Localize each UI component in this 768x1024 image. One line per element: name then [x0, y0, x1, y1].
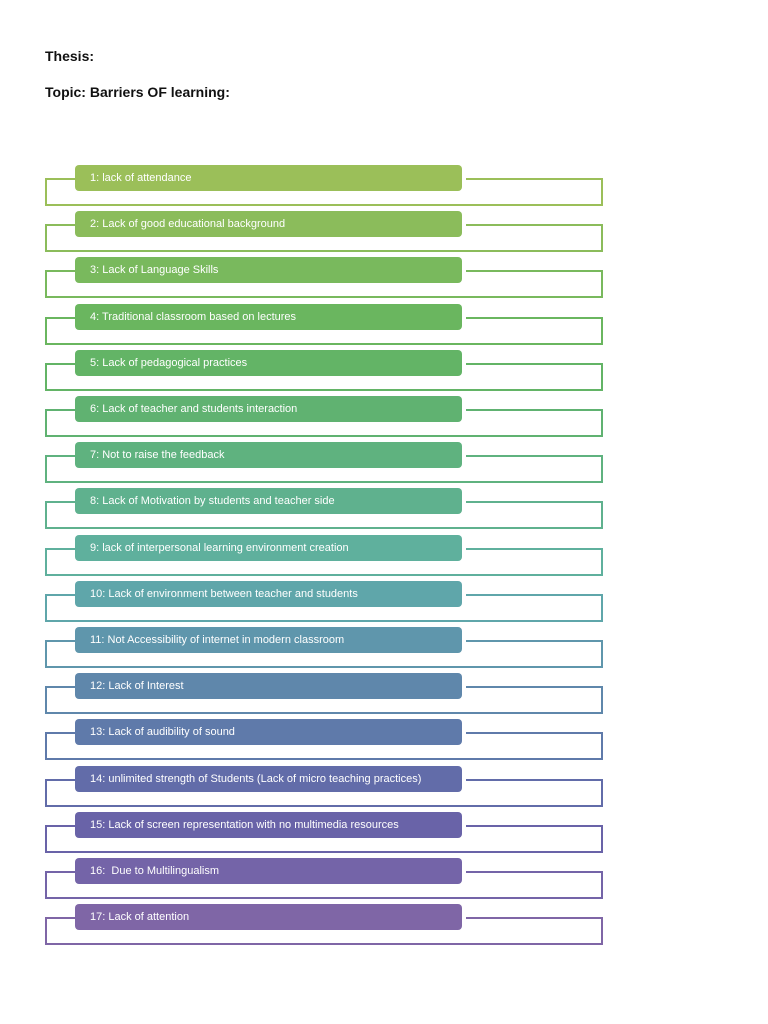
bracket-left-cap	[45, 501, 75, 503]
bracket-left-cap	[45, 409, 75, 411]
barrier-item	[0, 165, 768, 211]
bracket-left-cap	[45, 686, 75, 688]
barrier-item	[0, 673, 768, 719]
bracket-left-edge	[45, 779, 47, 807]
bracket-right-edge	[601, 548, 603, 576]
bracket-right-cap	[466, 548, 603, 550]
bracket-left-edge	[45, 363, 47, 391]
bracket-bottom-edge	[45, 758, 603, 760]
bracket-right-cap	[466, 224, 603, 226]
bracket-right-cap	[466, 686, 603, 688]
barrier-label: 3: Lack of Language Skills	[75, 257, 462, 283]
barrier-label: 14: unlimited strength of Students (Lack of micro teaching practices)	[75, 766, 462, 792]
barrier-item	[0, 211, 768, 257]
bracket-right-cap	[466, 317, 603, 319]
barrier-item	[0, 257, 768, 303]
bracket-right-edge	[601, 871, 603, 899]
bracket-left-cap	[45, 779, 75, 781]
barrier-label: 10: Lack of environment between teacher and students	[75, 581, 462, 607]
barrier-item	[0, 719, 768, 765]
barrier-label: 9: lack of interpersonal learning environment creation	[75, 535, 462, 561]
barrier-label: 12: Lack of Interest	[75, 673, 462, 699]
barrier-label: 7: Not to raise the feedback	[75, 442, 462, 468]
bracket-right-cap	[466, 732, 603, 734]
barrier-item	[0, 396, 768, 442]
bracket-bottom-edge	[45, 527, 603, 529]
bracket-right-cap	[466, 779, 603, 781]
bracket-right-cap	[466, 455, 603, 457]
bracket-left-edge	[45, 825, 47, 853]
barrier-label: 5: Lack of pedagogical practices	[75, 350, 462, 376]
bracket-bottom-edge	[45, 574, 603, 576]
barrier-label: 13: Lack of audibility of sound	[75, 719, 462, 745]
bracket-right-edge	[601, 363, 603, 391]
barrier-label: 11: Not Accessibility of internet in modern classroom	[75, 627, 462, 653]
bracket-left-cap	[45, 871, 75, 873]
bracket-left-cap	[45, 732, 75, 734]
bracket-right-edge	[601, 640, 603, 668]
bracket-right-cap	[466, 178, 603, 180]
bracket-left-cap	[45, 548, 75, 550]
barrier-label: 16: Due to Multilingualism	[75, 858, 462, 884]
barrier-item	[0, 858, 768, 904]
bracket-left-cap	[45, 825, 75, 827]
bracket-left-cap	[45, 270, 75, 272]
barrier-item	[0, 442, 768, 488]
bracket-left-cap	[45, 178, 75, 180]
bracket-right-edge	[601, 917, 603, 945]
barrier-item	[0, 766, 768, 812]
bracket-left-edge	[45, 548, 47, 576]
bracket-right-cap	[466, 501, 603, 503]
barrier-label: 17: Lack of attention	[75, 904, 462, 930]
bracket-right-cap	[466, 594, 603, 596]
bracket-bottom-edge	[45, 712, 603, 714]
bracket-left-edge	[45, 501, 47, 529]
bracket-bottom-edge	[45, 481, 603, 483]
bracket-bottom-edge	[45, 897, 603, 899]
topic-heading: Topic: Barriers OF learning:	[45, 84, 230, 100]
bracket-left-cap	[45, 594, 75, 596]
barrier-item	[0, 488, 768, 534]
bracket-bottom-edge	[45, 851, 603, 853]
bracket-right-edge	[601, 501, 603, 529]
bracket-left-edge	[45, 871, 47, 899]
barrier-label: 15: Lack of screen representation with no multimedia resources	[75, 812, 462, 838]
bracket-left-cap	[45, 455, 75, 457]
bracket-bottom-edge	[45, 343, 603, 345]
bracket-left-edge	[45, 594, 47, 622]
barrier-label: 1: lack of attendance	[75, 165, 462, 191]
bracket-left-edge	[45, 178, 47, 206]
barrier-item	[0, 304, 768, 350]
bracket-right-edge	[601, 686, 603, 714]
bracket-left-edge	[45, 640, 47, 668]
bracket-bottom-edge	[45, 620, 603, 622]
bracket-left-edge	[45, 455, 47, 483]
bracket-right-edge	[601, 825, 603, 853]
bracket-right-edge	[601, 594, 603, 622]
bracket-right-cap	[466, 871, 603, 873]
bracket-right-edge	[601, 732, 603, 760]
bracket-bottom-edge	[45, 250, 603, 252]
bracket-left-edge	[45, 732, 47, 760]
barrier-label: 8: Lack of Motivation by students and teacher side	[75, 488, 462, 514]
bracket-bottom-edge	[45, 296, 603, 298]
thesis-heading: Thesis:	[45, 48, 95, 64]
bracket-bottom-edge	[45, 943, 603, 945]
bracket-left-edge	[45, 686, 47, 714]
bracket-bottom-edge	[45, 666, 603, 668]
bracket-right-edge	[601, 270, 603, 298]
bracket-right-cap	[466, 270, 603, 272]
bracket-bottom-edge	[45, 204, 603, 206]
barrier-label: 2: Lack of good educational background	[75, 211, 462, 237]
barrier-label: 4: Traditional classroom based on lectures	[75, 304, 462, 330]
bracket-right-edge	[601, 317, 603, 345]
bracket-right-cap	[466, 640, 603, 642]
barrier-item	[0, 535, 768, 581]
bracket-left-edge	[45, 317, 47, 345]
barrier-item	[0, 812, 768, 858]
bracket-right-edge	[601, 224, 603, 252]
barrier-item	[0, 350, 768, 396]
bracket-left-edge	[45, 917, 47, 945]
bracket-left-cap	[45, 640, 75, 642]
bracket-left-cap	[45, 224, 75, 226]
bracket-left-cap	[45, 363, 75, 365]
bracket-right-edge	[601, 455, 603, 483]
bracket-bottom-edge	[45, 389, 603, 391]
barrier-item	[0, 904, 768, 950]
bracket-left-edge	[45, 224, 47, 252]
bracket-right-cap	[466, 917, 603, 919]
bracket-left-edge	[45, 270, 47, 298]
bracket-bottom-edge	[45, 805, 603, 807]
bracket-right-cap	[466, 363, 603, 365]
bracket-left-cap	[45, 917, 75, 919]
bracket-right-cap	[466, 825, 603, 827]
bracket-bottom-edge	[45, 435, 603, 437]
barrier-label: 6: Lack of teacher and students interaction	[75, 396, 462, 422]
bracket-left-cap	[45, 317, 75, 319]
bracket-right-cap	[466, 409, 603, 411]
bracket-right-edge	[601, 178, 603, 206]
bracket-left-edge	[45, 409, 47, 437]
bracket-right-edge	[601, 409, 603, 437]
barrier-item	[0, 581, 768, 627]
barrier-item	[0, 627, 768, 673]
bracket-right-edge	[601, 779, 603, 807]
